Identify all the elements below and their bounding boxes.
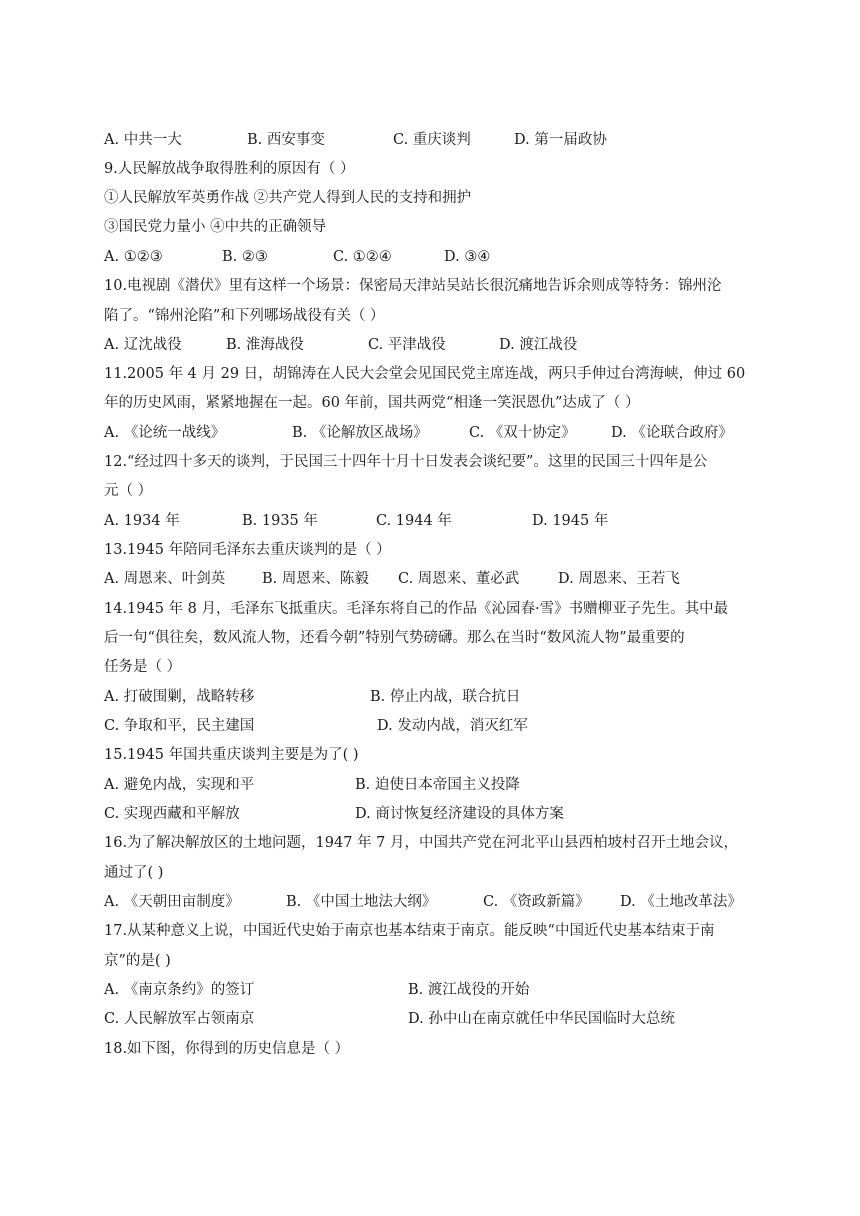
option-c: C. ①②④ [333,249,392,265]
option-c: C. 1944 年 [376,513,452,529]
option-c: C. 《双十协定》 [469,425,576,441]
question-stem: 通过了( ) [104,865,164,881]
option-a: A. 《论统一战线》 [104,425,226,441]
question-stem: 年的历史风雨，紧紧地握在一起。60 年前，国共两党“相逢一笑泯恩仇”达成了（ ） [104,395,640,411]
option-b: B. 《论解放区战场》 [292,425,428,441]
option-b: B. 《中国土地法大纲》 [286,894,437,910]
option-a: A. 避免内战，实现和平 [104,777,255,793]
question-stem: 17.从某种意义上说，中国近代史始于南京也基本结束于南京。能反映“中国近代史基本结束于南 [104,923,715,939]
option-d: D. 《论联合政府》 [611,425,733,441]
option-a: A. 中共一大 [104,132,182,148]
question-stem: 12.“经过四十多天的谈判，于民国三十四年十月十日发表会谈纪要”。这里的民国三十四年是公 [104,454,708,470]
option-b: B. 渡江战役的开始 [408,982,530,998]
question-stem: 11.2005 年 4 月 29 日，胡锦涛在人民大会堂会见国民党主席连战，两只手伸过台湾海峡，伸过 60 [104,366,746,382]
option-c: C. 人民解放军占领南京 [104,1011,255,1027]
option-a: A. 辽沈战役 [104,337,182,353]
option-b: B. 周恩来、陈毅 [262,571,369,587]
option-d: D. 第一届政协 [514,132,607,148]
option-d: D. 商讨恢复经济建设的具体方案 [355,806,564,822]
option-b: B. 淮海战役 [226,337,304,353]
question-stem: 13.1945 年陪同毛泽东去重庆谈判的是（ ） [104,542,391,558]
option-d: D. 周恩来、王若飞 [558,571,680,587]
option-a: A. 《天朝田亩制度》 [104,894,240,910]
question-stem: 16.为了解决解放区的土地问题，1947 年 7 月，中国共产党在河北平山县西柏坡村召开土地会议， [104,835,739,851]
option-d: D. 1945 年 [532,513,609,529]
option-d: D. 孙中山在南京就任中华民国临时大总统 [408,1011,675,1027]
option-d: D. 发动内战，消灭红军 [377,718,528,734]
option-c: C. 《资政新篇》 [483,894,590,910]
question-stem: ①人民解放军英勇作战 ②共产党人得到人民的支持和拥护 [104,190,472,206]
option-c: C. 周恩来、董必武 [398,571,520,587]
question-stem: ③国民党力量小 ④中共的正确领导 [104,219,327,235]
option-c: C. 实现西藏和平解放 [104,806,240,822]
option-a: A. 《南京条约》的签订 [104,982,255,998]
option-a: A. 周恩来、叶剑英 [104,571,226,587]
question-stem: 18.如下图，你得到的历史信息是（ ） [104,1041,350,1057]
question-stem: 任务是（ ） [104,659,182,675]
option-c: C. 重庆谈判 [393,132,471,148]
option-d: D. ③④ [444,249,491,265]
question-stem: 京”的是( ) [104,953,171,969]
question-stem: 陷了。“锦州沦陷”和下列哪场战役有关（ ） [104,308,385,324]
question-stem: 14.1945 年 8 月，毛泽东飞抵重庆。毛泽东将自己的作品《沁园春·雪》书赠柳亚子先生。其中最 [104,601,729,617]
option-b: B. 1935 年 [242,513,318,529]
option-b: B. 迫使日本帝国主义投降 [355,777,520,793]
option-b: B. 停止内战，联合抗日 [370,689,521,705]
option-d: D. 《土地改革法》 [620,894,742,910]
option-b: B. ②③ [222,249,268,265]
question-stem: 10.电视剧《潜伏》里有这样一个场景：保密局天津站吴站长很沉痛地告诉余则成等特务：锦州沦 [104,278,722,294]
question-stem: 15.1945 年国共重庆谈判主要是为了( ) [104,747,359,763]
question-stem: 9.人民解放战争取得胜利的原因有（ ） [104,161,355,177]
option-c: C. 平津战役 [368,337,446,353]
option-a: A. ①②③ [104,249,163,265]
option-a: A. 1934 年 [104,513,180,529]
option-a: A. 打破围剿，战略转移 [104,689,255,705]
option-c: C. 争取和平，民主建国 [104,718,255,734]
option-d: D. 渡江战役 [499,337,578,353]
option-b: B. 西安事变 [247,132,325,148]
question-stem: 元（ ） [104,483,153,499]
question-stem: 后一句“俱往矣，数风流人物，还看今朝”特别气势磅礴。那么在当时“数风流人物”最重要的 [104,630,685,646]
